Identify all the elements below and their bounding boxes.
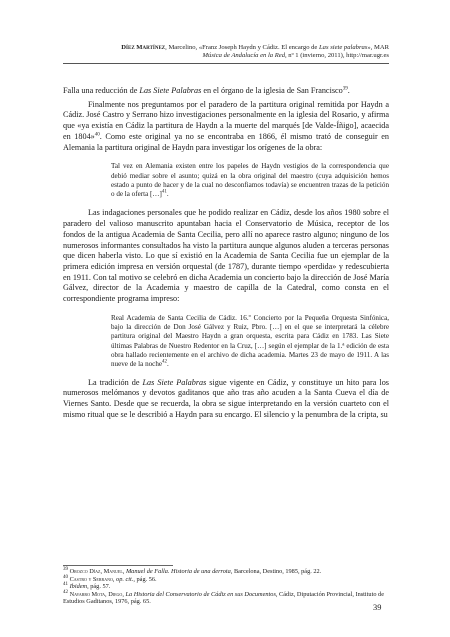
- footnote-42: $^{42}$ Navarro Mota, Diego, La Historia del Conservatorio de Cádiz en sus Documentos, Cádiz, Diputación Provincial, Instituto de Estudios Gaditanos, 1976, pág. 65.: [63, 589, 384, 606]
- block-quote-2: Real Academia de Santa Cecilia de Cádiz. 16.º Concierto por la Pequeña Orquesta Sinfónica, bajo la dirección de Don José Gálvez y Ruiz, Pbro. […] en el que se interpretará la célebre partitura original del Maestro Haydn a gran orquesta, escrita para Cádiz en 1783. Las Siete últimas Palabras de Nuestro Redentor en la Cruz, […] según el ejemplar de la 1.ª edición de esta obra hallado recientemente en el archivo de dicha academia. Martes 23 de mayo de 1911. A las nueve de la noche$^{42}$.: [111, 313, 389, 369]
- paragraph-4: La tradición de Las Siete Palabras sigue vigente en Cádiz, y constituye un hito para los numerosos melómanos y devotos gaditanos que año tras año acuden a la Santa Cueva el día de Viernes Santo. Desde que se recuerda, la obra se sigue interpretando en la versión cuarteto con el mismo ritual que se le describió a Haydn para su encargo. El silencio y la penumbra de la cripta, su: [63, 377, 389, 419]
- paragraph-2: Finalmente nos preguntamos por el paradero de la partitura original remitida por Haydn a Cádiz. José Castro y Serrano hizo investigaciones personalmente en la iglesia del Rosario, y afirma que «ya existía en Cádiz la partitura de Haydn a la muerte del marqués [de Valde-Íñigo], acaecida en 1804»$^{40}$. Como este original ya no se encontraba en 1866, él mismo trató de conseguir en Alemania la partitura original de Haydn para investigar los orígenes de la obra:: [63, 99, 389, 152]
- footnote-40: $^{40}$ Castro y Serrano, op. cit., pág. 56.: [63, 574, 157, 583]
- footnotes: [63, 568, 393, 606]
- footnote-ref-41[interactable]: 41: [161, 189, 167, 195]
- running-head-author: Díez Martínez: [121, 44, 166, 51]
- header-rule: [63, 63, 389, 64]
- paragraph-1: Falla una reducción de Las Siete Palabras en el órgano de la iglesia de San Francisco$^{39}$.: [63, 86, 350, 95]
- footnote-41: $^{41}$ Ibidem, pág. 57.: [63, 582, 111, 591]
- footnote-rule: [63, 565, 173, 566]
- running-head-line-1: Díez Martínez, Marcelino, «Franz Joseph Haydn y Cádiz. El encargo de Las siete palabras», MAR: [121, 44, 389, 51]
- body-text: [63, 86, 389, 420]
- paragraph-3: Las indagaciones personales que he podido realizar en Cádiz, desde los años 1980 sobre el paradero del valioso manuscrito apuntaban hacia el Conservatorio de Música, receptor de los fondos de la antigua Academia de Santa Cecilia, pero allí no aparece rastro alguno; ninguno de los numerosos informantes consultados ha visto la partitura aunque algunos aluden a terceras personas que dicen haberla visto. Lo que sí existió en la Academia de Santa Cecilia fue un ejemplar de la primera edición impresa en versión orquestal (de 1787), durante tiempo «perdida» y redescubierta en 1911. Con tal motivo se celebró en dicha Academia un concierto bajo la dirección de José María Gálvez, director de la Academia y maestro de capilla de la Catedral, como consta en el correspondiente programa impreso:: [63, 208, 389, 304]
- footnote-ref-40[interactable]: 40: [94, 132, 100, 138]
- footnote-ref-39[interactable]: 39: [342, 86, 348, 92]
- footnote-39: $^{39}$ Orozco Díaz, Manuel, Manuel de Falla. Historia de una derrota, Barcelona, Destino, 1985, pág. 22.: [63, 566, 322, 575]
- running-head: [59, 44, 389, 61]
- running-head-line-2: Música de Andalucía en la Red, nº 1 (invierno, 2011), http://mar.ugr.es: [202, 52, 389, 60]
- block-quote-1: Tal vez en Alemania existen entre los papeles de Haydn vestigios de la correspondencia que debió mediar sobre el asunto; quizá en la obra original del maestro (cuya adquisición hemos estado a punto de hacer y de la cual no desconfiamos todavía) se encuentren trazas de la petición o de la oferta […]$^{41}$.: [111, 162, 389, 199]
- footnote-ref-42[interactable]: 42: [162, 359, 168, 365]
- page-number: 39: [373, 603, 382, 612]
- journal-link[interactable]: http://mar.ugr.es: [346, 52, 389, 60]
